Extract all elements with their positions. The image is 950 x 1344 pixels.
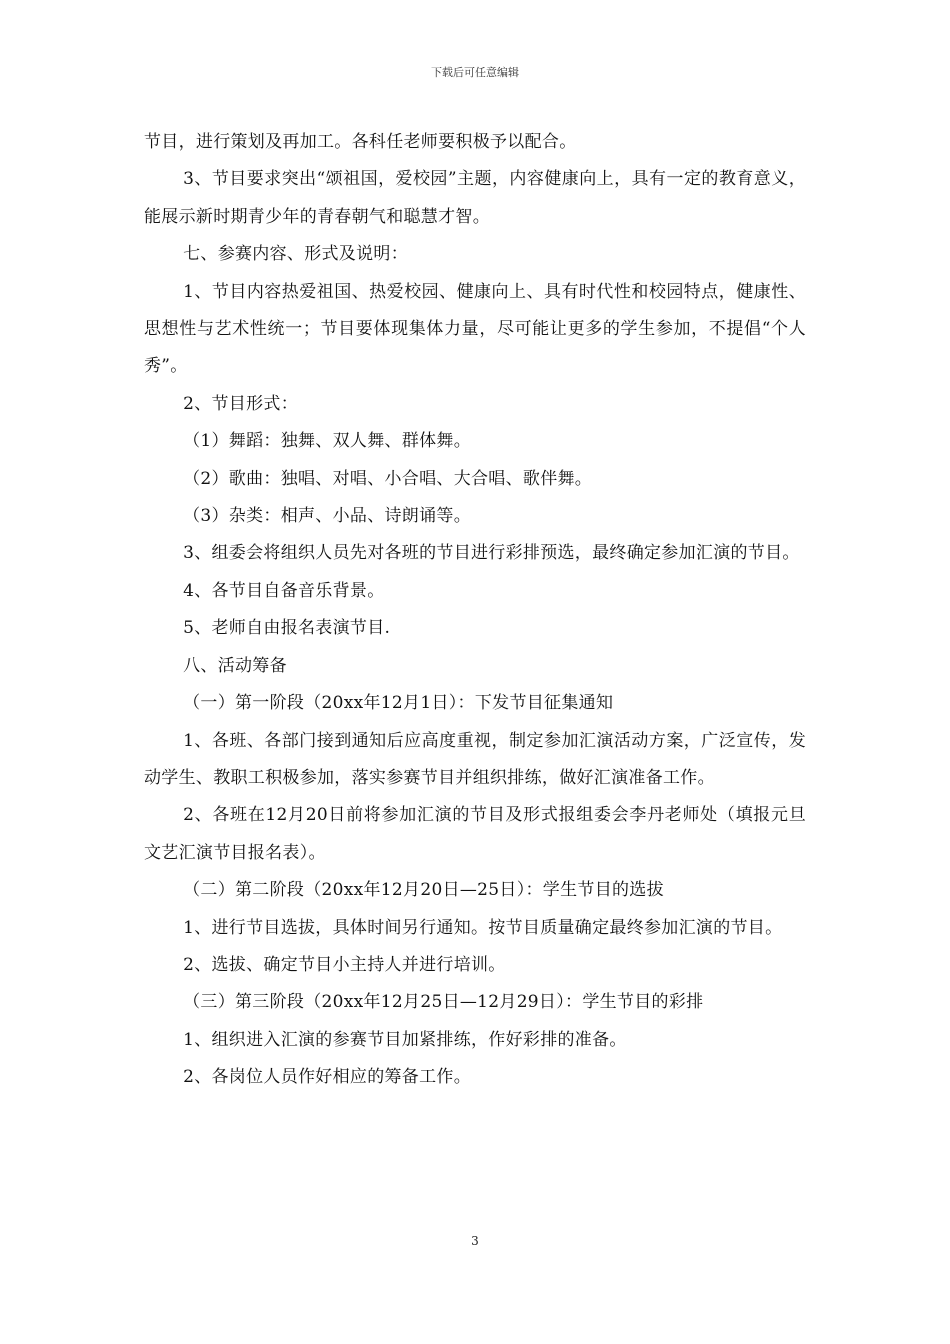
section-heading: 八、活动筹备: [183, 655, 287, 676]
paragraph: 节目，进行策划及再加工。各科任老师要积极予以配合。: [144, 132, 577, 152]
list-item: （2）歌曲：独唱、对唱、小合唱、大合唱、歌伴舞。: [183, 468, 593, 489]
paragraph: 5、老师自由报名表演节目.: [183, 618, 391, 639]
paragraph: 2、选拔、确定节目小主持人并进行培训。: [183, 954, 506, 975]
paragraph: 1、各班、各部门接到通知后应高度重视，制定参加汇演活动方案，广泛宣传，发动学生、教职工积极参加，落实参赛节目并组织排练，做好汇演准备工作。: [144, 730, 806, 788]
paragraph: 2、各岗位人员作好相应的筹备工作。: [183, 1067, 472, 1088]
paragraph: 4、各节目自备音乐背景。: [183, 580, 385, 601]
paragraph: 1、进行节目选拔，具体时间另行通知。按节目质量确定最终参加汇演的节目。: [183, 917, 783, 938]
subsection-heading: （三）第三阶段（20xx年12月25日—12月29日）：学生节目的彩排: [183, 992, 704, 1013]
paragraph: 3、节目要求突出“颂祖国，爱校园”主题，内容健康向上，具有一定的教育意义，能展示新时期青少年的青春朝气和聪慧才智。: [144, 169, 806, 227]
paragraph: 2、节目形式：: [183, 393, 299, 414]
section-heading: 七、参赛内容、形式及说明：: [183, 244, 408, 265]
paragraph: 1、节目内容热爱祖国、热爱校园、健康向上、具有时代性和校园特点，健康性、思想性与艺术性统一；节目要体现集体力量，尽可能让更多的学生参加，不提倡“个人秀”。: [144, 281, 806, 377]
subsection-heading: （一）第一阶段（20xx年12月1日）：下发节目征集通知: [183, 693, 614, 714]
paragraph: 1、组织进入汇演的参赛节目加紧排练，作好彩排的准备。: [183, 1029, 627, 1050]
list-item: （3）杂类：相声、小品、诗朗诵等。: [183, 506, 472, 527]
page-header: 下载后可任意编辑: [431, 66, 519, 79]
page-number: 3: [471, 1234, 479, 1248]
subsection-heading: （二）第二阶段（20xx年12月20日—25日）：学生节目的选拔: [183, 880, 664, 901]
document-body: [144, 124, 806, 1097]
list-item: （1）舞蹈：独舞、双人舞、群体舞。: [183, 431, 472, 452]
paragraph: 3、组委会将组织人员先对各班的节目进行彩排预选，最终确定参加汇演的节目。: [183, 543, 800, 564]
paragraph: 2、各班在12月20日前将参加汇演的节目及形式报组委会李丹老师处（填报元旦文艺汇演节目报名表）。: [144, 805, 806, 863]
